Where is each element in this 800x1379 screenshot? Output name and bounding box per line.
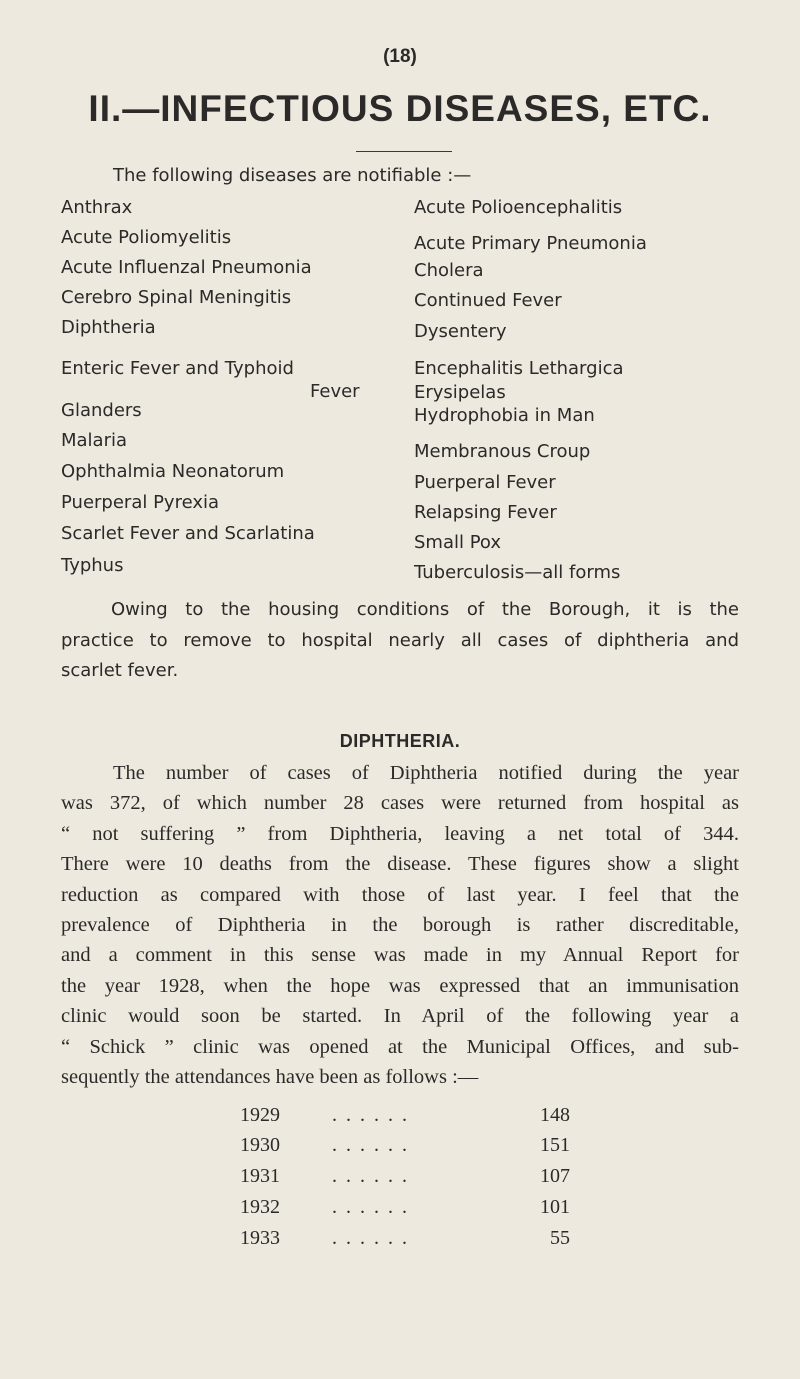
- disease-item: Cholera: [414, 260, 484, 281]
- intro-text: The following diseases are notifiable :—: [113, 165, 472, 186]
- disease-item: Acute Primary Pneumonia: [414, 233, 647, 254]
- disease-item: Cerebro Spinal Meningitis: [61, 287, 292, 308]
- disease-item: Ophthalmia Neonatorum: [61, 461, 285, 482]
- paragraph-line: the year 1928, when the hope was expressed that an immunisation: [61, 974, 739, 997]
- disease-item: Dysentery: [414, 321, 507, 342]
- disease-item: Diphtheria: [61, 317, 156, 338]
- disease-item: Scarlet Fever and Scarlatina: [61, 523, 315, 544]
- leader-dots: . . . . . .: [332, 1165, 409, 1187]
- attendance-count: 151: [540, 1134, 570, 1156]
- paragraph-line: “ Schick ” clinic was opened at the Municipal Offices, and sub-: [61, 1035, 739, 1058]
- paragraph-line: prevalence of Diphtheria in the borough is rather discreditable,: [61, 913, 739, 936]
- attendance-count: 55: [550, 1227, 570, 1249]
- paragraph-line: was 372, of which number 28 cases were returned from hospital as: [61, 792, 739, 815]
- disease-item: Erysipelas: [414, 382, 506, 403]
- paragraph-line: The number of cases of Diphtheria notified during the year: [113, 762, 739, 784]
- paragraph-line: Owing to the housing conditions of the Borough, it is the: [111, 599, 739, 620]
- page-title: II.—INFECTIOUS DISEASES, ETC.: [88, 88, 712, 129]
- leader-dots: . . . . . .: [332, 1227, 409, 1249]
- disease-item: Relapsing Fever: [414, 502, 557, 523]
- title-divider: [356, 151, 452, 152]
- paragraph-line: scarlet fever.: [61, 660, 179, 681]
- attendance-count: 148: [540, 1104, 570, 1126]
- disease-item: Acute Poliomyelitis: [61, 227, 232, 248]
- disease-item: Small Pox: [414, 532, 502, 553]
- disease-item: Continued Fever: [414, 290, 562, 311]
- disease-item: Anthrax: [61, 197, 133, 218]
- paragraph-line: sequently the attendances have been as follows :—: [61, 1065, 479, 1088]
- disease-item: Typhus: [61, 555, 124, 576]
- page-number: (18): [383, 46, 417, 67]
- disease-item: Membranous Croup: [414, 441, 591, 462]
- disease-item: Malaria: [61, 430, 128, 451]
- paragraph-line: and a comment in this sense was made in my Annual Report for: [61, 944, 739, 967]
- paragraph-line: “ not suffering ” from Diphtheria, leaving a net total of 344.: [61, 822, 739, 845]
- disease-item-continuation: Fever: [310, 381, 360, 402]
- attendance-year: 1932: [240, 1196, 280, 1218]
- disease-item: Puerperal Fever: [414, 472, 556, 493]
- disease-item: Acute Polioencephalitis: [414, 197, 623, 218]
- attendance-year: 1933: [240, 1227, 280, 1249]
- housing-paragraph: [61, 595, 739, 687]
- leader-dots: . . . . . .: [332, 1104, 409, 1126]
- paragraph-line: reduction as compared with those of last year. I feel that the: [61, 883, 739, 906]
- paragraph-line: practice to remove to hospital nearly all cases of diphtheria and: [61, 629, 739, 651]
- disease-item: Puerperal Pyrexia: [61, 492, 220, 513]
- disease-item: Encephalitis Lethargica: [414, 358, 624, 379]
- leader-dots: . . . . . .: [332, 1134, 409, 1156]
- attendance-year: 1930: [240, 1134, 280, 1156]
- disease-item: Tuberculosis—all forms: [414, 562, 621, 583]
- diphtheria-paragraph: [61, 758, 739, 1092]
- paragraph-line: There were 10 deaths from the disease. These figures show a slight: [61, 853, 739, 876]
- disease-item: Glanders: [61, 400, 142, 421]
- attendance-year: 1931: [240, 1165, 280, 1187]
- attendance-count: 107: [540, 1165, 570, 1187]
- disease-item: Hydrophobia in Man: [414, 405, 595, 426]
- leader-dots: . . . . . .: [332, 1196, 409, 1218]
- disease-item: Enteric Fever and Typhoid: [61, 358, 294, 379]
- disease-item: Acute Influenzal Pneumonia: [61, 257, 312, 278]
- attendance-count: 101: [540, 1196, 570, 1218]
- section-heading: DIPHTHERIA.: [339, 731, 461, 751]
- paragraph-line: clinic would soon be started. In April of the following year a: [61, 1005, 739, 1028]
- attendance-year: 1929: [240, 1104, 280, 1126]
